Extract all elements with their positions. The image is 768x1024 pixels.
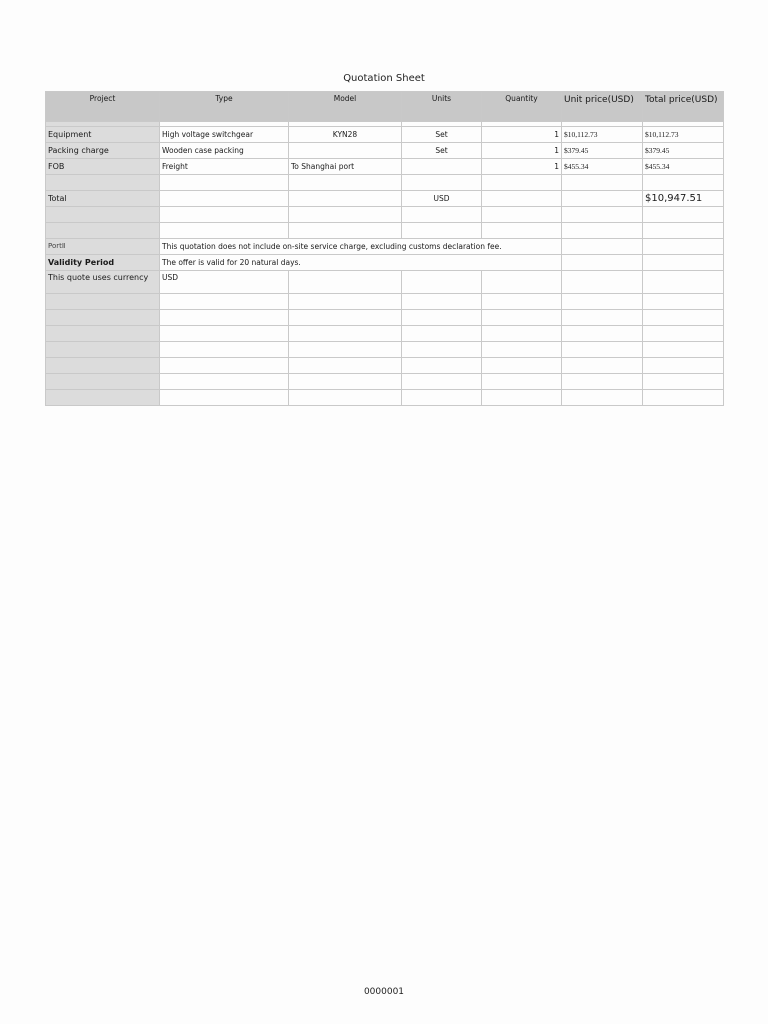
page-number: 0000001 [363, 987, 405, 997]
empty-row [46, 223, 724, 239]
total-label: Total [46, 191, 160, 207]
validity-row [46, 255, 724, 271]
row-units: Set [402, 143, 482, 159]
header-model: Model [289, 92, 402, 122]
currency-row [46, 271, 724, 294]
port-note-row [46, 239, 724, 255]
row-type: Freight [160, 159, 289, 175]
row-units [402, 159, 482, 175]
row-unit-price: $379.45 [562, 143, 643, 159]
empty-row [46, 342, 724, 358]
row-type: High voltage switchgear [160, 127, 289, 143]
empty-row [46, 374, 724, 390]
quotation-table [45, 91, 724, 406]
row-project: Packing charge [46, 143, 160, 159]
row-total-price: $10,112.73 [643, 127, 724, 143]
row-project: Equipment [46, 127, 160, 143]
empty-row [46, 175, 724, 191]
table-row [46, 159, 724, 175]
row-quantity: 1 [482, 143, 562, 159]
empty-row [46, 390, 724, 406]
row-quantity: 1 [482, 127, 562, 143]
row-type: Wooden case packing [160, 143, 289, 159]
header-units: Units [402, 92, 482, 122]
row-total-price: $455.34 [643, 159, 724, 175]
currency-label: This quote uses currency [46, 271, 160, 294]
header-unit-price: Unit price(USD) [562, 92, 643, 122]
row-project: FOB [46, 159, 160, 175]
row-quantity: 1 [482, 159, 562, 175]
row-units: Set [402, 127, 482, 143]
validity-label: Validity Period [46, 255, 160, 271]
row-unit-price: $10,112.73 [562, 127, 643, 143]
total-amount: $10,947.51 [643, 191, 724, 207]
validity-note: The offer is valid for 20 natural days. [160, 255, 562, 271]
total-units: USD [402, 191, 482, 207]
empty-row [46, 358, 724, 374]
sheet-title: Quotation Sheet [343, 73, 425, 84]
row-unit-price: $455.34 [562, 159, 643, 175]
header-total-price: Total price(USD) [643, 92, 724, 122]
header-quantity: Quantity [482, 92, 562, 122]
header-row [46, 92, 724, 122]
port-label: PortⅡ [46, 239, 160, 255]
empty-row [46, 310, 724, 326]
empty-row [46, 294, 724, 310]
port-note: This quotation does not include on-site service charge, excluding customs declaration fee. [160, 239, 562, 255]
row-model: To Shanghai port [289, 159, 402, 175]
header-project: Project [46, 92, 160, 122]
row-total-price: $379.45 [643, 143, 724, 159]
row-model [289, 143, 402, 159]
currency-value: USD [160, 271, 289, 294]
table-row [46, 143, 724, 159]
empty-row [46, 326, 724, 342]
header-type: Type [160, 92, 289, 122]
empty-row [46, 207, 724, 223]
total-row [46, 191, 724, 207]
table-row [46, 127, 724, 143]
row-model: KYN28 [289, 127, 402, 143]
